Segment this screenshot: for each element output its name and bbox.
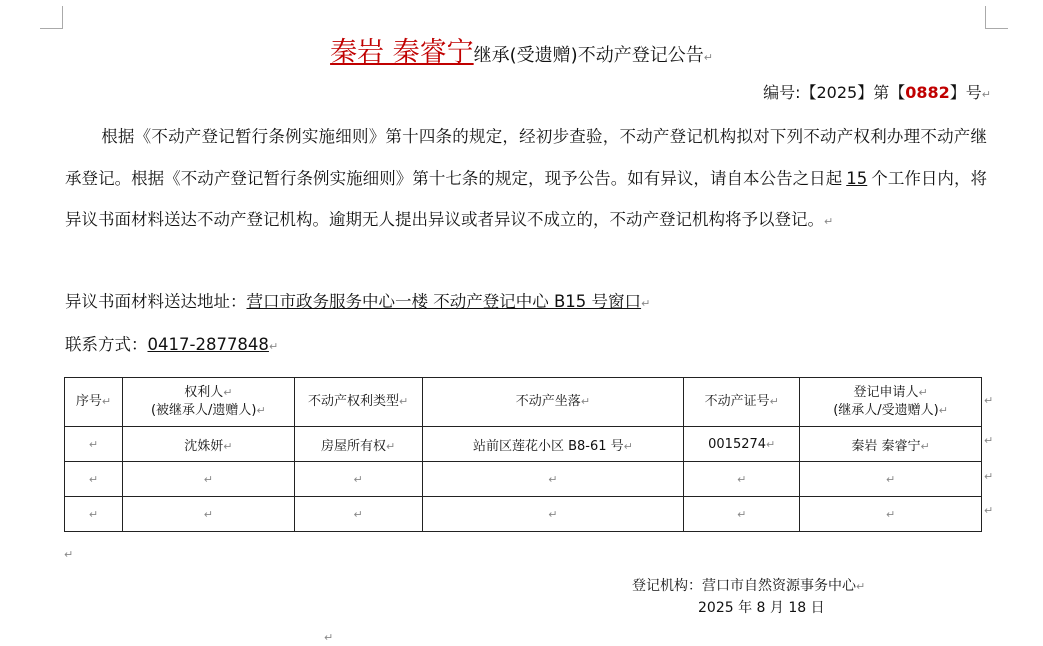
table-row: ↵ ↵ ↵ ↵ ↵ ↵ [65, 497, 982, 532]
table-row: ↵ 沈姝妍↵ 房屋所有权↵ 站前区莲花小区 B8-61 号↵ 0015274↵ 秦岩 秦睿宁↵ [65, 427, 982, 462]
notice-body: 根据《不动产登记暂行条例实施细则》第十四条的规定，经初步查验，不动产登记机构拟对下列不动产权利办理不动产继承登记。根据《不动产登记暂行条例实施细则》第十七条的规定，现予公告。如有异议，请自本公告之日起 15 个工作日内，将异议书面材料送达不动产登记机构。逾期无人提出异议或者异议不成立的，不动产登记机构将予以登记。↵ [65, 127, 988, 229]
contact-phone: 0417-2877848 [147, 335, 269, 354]
address-value: 营口市政务服务中心一楼 不动产登记中心 B15 号窗口 [246, 292, 642, 311]
objection-address: 异议书面材料送达地址：营口市政务服务中心一楼 不动产登记中心 B15 号窗口↵ [65, 292, 651, 311]
header-holder: 权利人↵ (被继承人/遗赠人)↵ [122, 378, 294, 427]
page-corner-mark-left [40, 6, 63, 29]
contact-info: 联系方式：0417-2877848↵ [65, 335, 279, 354]
title-names: 秦岩 秦睿宁 [330, 37, 474, 68]
header-seq: 序号↵ [65, 378, 123, 427]
notice-title: 秦岩 秦睿宁继承(受遗赠)不动产登记公告↵ [330, 37, 713, 68]
header-location: 不动产坐落↵ [422, 378, 684, 427]
registration-organization: 登记机构：营口市自然资源事务中心↵ [632, 578, 866, 594]
header-applicant: 登记申请人↵ (继承人/受遗赠人)↵ [800, 378, 982, 427]
page-corner-mark-right [985, 6, 1008, 29]
header-type: 不动产权利类型↵ [294, 378, 422, 427]
header-cert: 不动产证号↵ [684, 378, 800, 427]
table-row: ↵ ↵ ↵ ↵ ↵ ↵ [65, 462, 982, 497]
days-value: 15 [846, 168, 868, 188]
title-rest: 继承(受遗赠)不动产登记公告 [473, 45, 704, 66]
table-header-row [65, 378, 982, 427]
registration-table [64, 377, 982, 532]
notice-number: 编号:【2025】第【0882】号↵ [763, 83, 991, 102]
notice-date: 2025 年 8 月 18 日 [698, 600, 825, 616]
notice-number-value: 0882 [905, 83, 950, 102]
